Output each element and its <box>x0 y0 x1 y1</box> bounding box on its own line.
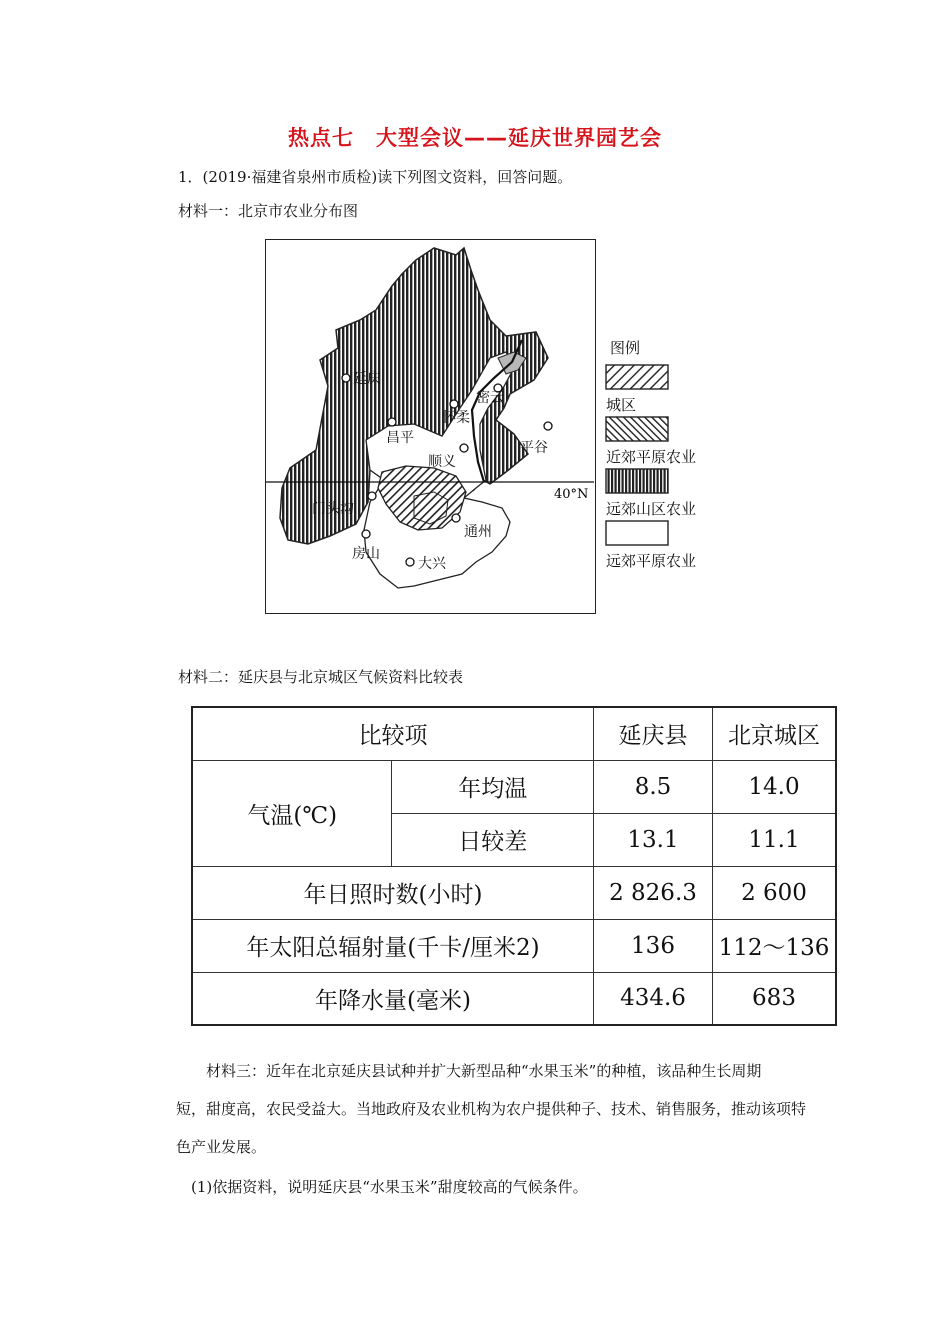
material3-line: 材料三：近年在北京延庆县试种并扩大新型品种“水果玉米”的种植，该品种生长周期 <box>176 1062 762 1080</box>
material3-line: 短，甜度高，农民受益大。当地政府及农业机构为农户提供种子、技术、销售服务，推动该项特 <box>176 1100 807 1118</box>
table-row <box>192 919 836 972</box>
legend-swatch-far-plain <box>606 521 668 545</box>
row-yanqing-value: 13.1 <box>594 813 713 866</box>
row-city-value: 2 600 <box>713 866 837 919</box>
place-fangshan: 房山 <box>352 546 380 562</box>
place-huairou: 怀柔 <box>442 410 470 426</box>
legend-title: 图例 <box>610 339 641 357</box>
place-mentougou: 门头沟 <box>312 501 354 517</box>
row-label: 年太阳总辐射量(千卡/厘米2) <box>192 919 594 972</box>
row-yanqing-value: 434.6 <box>594 972 713 1025</box>
material3-line: 色产业发展。 <box>176 1138 267 1156</box>
row-yanqing-value: 136 <box>594 919 713 972</box>
header-item: 比较项 <box>192 707 594 760</box>
row-label: 年均温 <box>392 760 594 813</box>
question-1: (1)依据资料，说明延庆县“水果玉米”甜度较高的气候条件。 <box>176 1178 588 1196</box>
legend-swatch-far-mountain <box>606 469 668 493</box>
legend-swatch-near-plain <box>606 417 668 441</box>
place-tongzhou: 通州 <box>464 524 492 540</box>
place-miyun: 密云 <box>476 390 504 406</box>
beijing-agriculture-map <box>265 239 596 614</box>
legend-label-city: 城区 <box>606 396 637 414</box>
place-yanqing: 延庆 <box>353 371 381 387</box>
place-daxing: 大兴 <box>418 556 446 572</box>
row-city-value: 112～136 <box>713 919 837 972</box>
table-row <box>192 866 836 919</box>
temp-group-label: 气温(℃) <box>192 760 392 866</box>
material2-caption: 材料二：延庆县与北京城区气候资料比较表 <box>178 668 464 686</box>
place-changping: 昌平 <box>386 430 414 446</box>
material1-caption: 材料一：北京市农业分布图 <box>178 202 359 220</box>
header-yanqing: 延庆县 <box>594 707 713 760</box>
table-row <box>192 972 836 1025</box>
row-label: 年日照时数(小时) <box>192 866 594 919</box>
page-title: 热点七 大型会议——延庆世界园艺会 <box>288 126 662 150</box>
material3-paragraph <box>176 1052 816 1166</box>
place-shunyi: 顺义 <box>428 454 456 470</box>
row-label: 年降水量(毫米) <box>192 972 594 1025</box>
legend-label-far-plain: 远郊平原农业 <box>606 552 697 570</box>
climate-table <box>191 706 837 1026</box>
row-city-value: 11.1 <box>713 813 837 866</box>
legend-label-far-mountain: 远郊山区农业 <box>606 500 697 518</box>
place-pinggu: 平谷 <box>520 440 548 456</box>
row-yanqing-value: 2 826.3 <box>594 866 713 919</box>
row-label: 日较差 <box>392 813 594 866</box>
header-city: 北京城区 <box>713 707 837 760</box>
latitude-label: 40°N <box>554 487 589 502</box>
legend-swatch-city <box>606 365 668 389</box>
row-yanqing-value: 8.5 <box>594 760 713 813</box>
map-legend <box>604 335 734 575</box>
table-row <box>192 760 836 813</box>
legend-label-near-plain: 近郊平原农业 <box>606 448 697 466</box>
question-intro: 1．(2019·福建省泉州市质检)读下列图文资料，回答问题。 <box>178 168 573 186</box>
row-city-value: 14.0 <box>713 760 837 813</box>
row-city-value: 683 <box>713 972 837 1025</box>
